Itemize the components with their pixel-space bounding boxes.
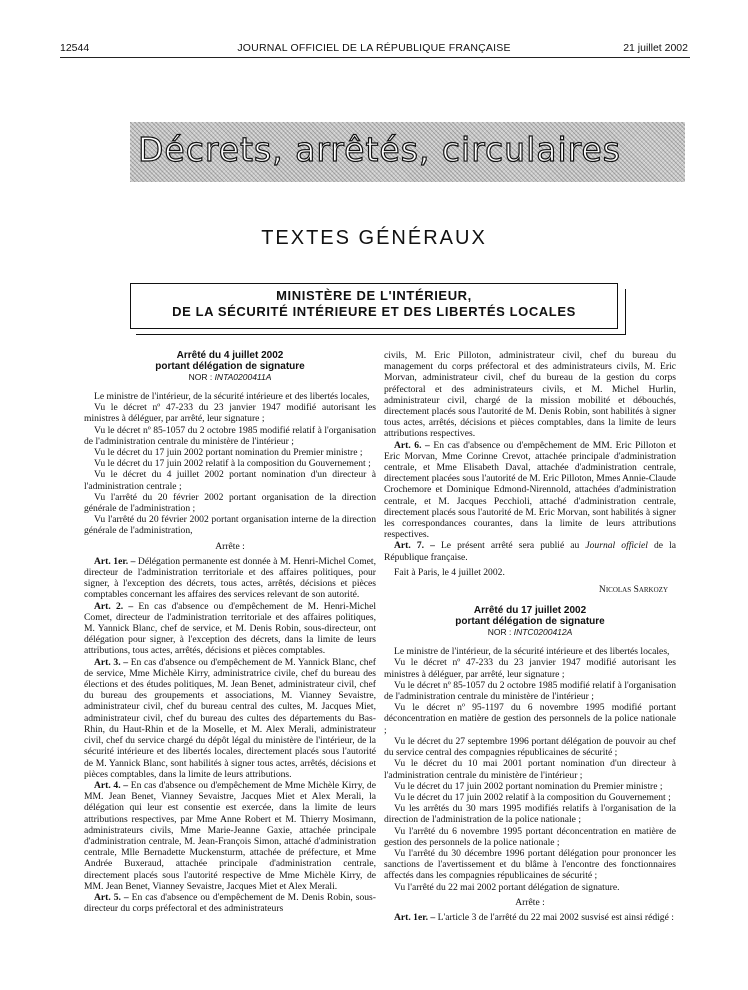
nor-code: INTA0200411A (214, 372, 272, 382)
article-text: En cas d'absence ou d'empêchement de M. Yannick Blanc, chef de service, Mme Michèle Kirry, administratrice civile, chef du bureau des élections et des études politiques, M. Jean Benet, administrateur civil, chef du bureau des groupements et associations, M. Vianney Sevaistre, administrateur civil, chef du bureau central des cultes, M. Jacques Miet, administrateur civil, chef du bureau des cultes des départements du Bas-Rhin, du Haut-Rhin et de la Moselle, et M. Alex Merali, administrateur civil, chef du service chargé du dépôt légal du ministère de l'intérieur, de la sécurité intérieure et des libertés locales, directement placés sous l'autorité de M. Yannick Blanc, sont habilités à signer tous actes, arrêtés, décisions et pièces comptables, dans la limite de leurs attributions. (84, 656, 376, 780)
visa-paragraph: Vu le décret du 4 juillet 2002 portant nomination d'un directeur à l'administration centrale ; (84, 469, 376, 492)
ministry-box (130, 283, 618, 329)
visa-paragraph: Le ministre de l'intérieur, de la sécurité intérieure et des libertés locales, (394, 646, 670, 658)
article-paragraph (84, 780, 376, 892)
arrete-heading: Arrête : (515, 896, 545, 908)
nor-reference (384, 627, 676, 638)
article-label: Art. 2. – (94, 600, 134, 612)
article-paragraph (84, 657, 376, 780)
visa-paragraph: Vu l'arrêté du 20 février 2002 portant organisation de la direction générale de l'administration ; (84, 491, 376, 515)
article-label: Art. 3. – (94, 656, 129, 668)
decree-title: Arrêté du 4 juillet 2002 (176, 350, 284, 361)
article-paragraph (84, 601, 376, 657)
article-paragraph (84, 892, 376, 914)
ministry-line-1: MINISTÈRE DE L'INTÉRIEUR, (276, 288, 472, 303)
article-label: Art. 1er. – (94, 555, 136, 567)
section-banner (130, 122, 685, 182)
article-text: Délégation permanente est donnée à M. Henri-Michel Comet, directeur de l'administration territoriale et des affaires politiques, pour signer, à l'exception des décrets, tous actes, arrêtés, décisions et pièces comptables concernant les affaires des services relevant de son autorité. (84, 555, 376, 601)
left-column (84, 350, 376, 914)
article-text: L'article 3 de l'arrêté du 22 mai 2002 susvisé est ainsi rédigé : (437, 911, 674, 923)
header-rule (60, 57, 690, 58)
place-date: Fait à Paris, le 4 juillet 2002. (394, 566, 505, 578)
article-label: Art. 5. – (94, 891, 129, 903)
visa-paragraph: Vu le décret nº 85-1057 du 2 octobre 1985 modifié relatif à l'organisation de l'administration centrale du ministère de l'intérieur ; (384, 679, 676, 703)
article-text: En cas d'absence ou d'empêchement de Mme Michèle Kirry, de MM. Jean Benet, Vianney Sevaistre, Jacques Miet et Alex Merali, la délégation qui leur est consentie est exercée, dans la limite de leurs attributions respectives, par Mme Anne Robert et M. Thierry Mosimann, administrateurs civils, Mme Marie-Jeanne Gaxie, attachée principale d'administration centrale, M. Jean-François Simon, attaché d'administration centrale, Mlle Bernadette Muckensturm, attachée de préfecture, et Mme Andrée Buxeraud, attachée principale d'administration centrale, directement placés sous l'autorité respective de Mme Michèle Kirry, de MM. Jean Benet, Vianney Sevaistre, Jacques Miet et Alex Merali. (84, 779, 376, 892)
article-paragraph (384, 912, 676, 923)
visa-paragraph: Vu le décret nº 47-233 du 23 janvier 1947 modifié autorisant les ministres à déléguer, par arrêté, leur signature ; (84, 402, 376, 425)
visa-paragraph: Vu les arrêtés du 30 mars 1995 modifiés relatifs à l'organisation de la direction de l'administration de la police nationale ; (384, 803, 676, 826)
visa-paragraph: Vu le décret du 17 juin 2002 portant nomination du Premier ministre ; (394, 780, 663, 792)
journal-reference: Journal officiel (585, 540, 648, 552)
article-label: Art. 4. – (94, 779, 129, 791)
visa-paragraph: Vu l'arrêté du 6 novembre 1995 portant déconcentration en matière de gestion des personnels de la police nationale ; (384, 825, 676, 848)
nor-label: NOR : (487, 627, 512, 638)
section-title: TEXTES GÉNÉRAUX (261, 227, 487, 249)
visa-paragraph: Vu l'arrêté du 30 décembre 1996 portant délégation pour prononcer les sanctions de l'avertissement et du blâme à l'encontre des fonctionnaires affectés dans les compagnies républicaines de sécurité ; (384, 847, 676, 882)
page-number: 12544 (60, 42, 90, 54)
article-text: En cas d'absence ou d'empêchement de M. Henri-Michel Comet, directeur de l'administration territoriale et des affaires politiques, M. Yannick Blanc, chef de service, et M. Denis Robin, sous-directeur, ont délégation pour signer, à l'exception des décrets, dans la limite de leurs attributions, tous actes, arrêtés, décisions et pièces comptables. (84, 600, 376, 657)
nor-reference (84, 372, 376, 383)
right-column (384, 350, 676, 923)
nor-code: INTC0200412A (513, 627, 573, 638)
visa-paragraph: Vu le décret du 17 juin 2002 relatif à la composition du Gouvernement ; (94, 458, 371, 470)
visa-paragraph: Vu le décret nº 95-1197 du 6 novembre 1995 modifié portant déconcentration en matière de gestion des personnels de la police nationale ; (384, 702, 676, 736)
article-paragraph (84, 556, 376, 601)
visa-paragraph: Vu le décret nº 85-1057 du 2 octobre 1985 modifié relatif à l'organisation de l'administration centrale du ministère de l'intérieur ; (84, 424, 376, 447)
visa-paragraph: Le ministre de l'intérieur, de la sécurité intérieure et des libertés locales, (94, 391, 370, 402)
article-text: En cas d'absence ou d'empêchement de MM. Eric Pilloton et Eric Morvan, Mme Corinne Crevot, attachée principale d'administration centrale, et Mme Elisabeth Daval, attachée d'administration centrale, directement placées sous l'autorité de M. Eric Pilloton, Mmes Annie-Claude Crochemore et Dominique Edmond-Nirennold, attachées d'administration centrale, et M. Jacques Pecchioli, attaché d'administration centrale, directement placés sous l'autorité de M. Eric Morvan, sont habilités à signer les correspondances courantes, dans la limite de leurs attributions respectives. (384, 439, 676, 541)
issue-date: 21 juillet 2002 (623, 42, 688, 54)
article-paragraph (384, 440, 676, 541)
article-label: Art. 1er. – (394, 911, 436, 923)
visa-paragraph: Vu l'arrêté du 22 mai 2002 portant délégation de signature. (394, 881, 620, 893)
signature: Nicolas Sarkozy (598, 584, 668, 596)
running-header (0, 42, 748, 58)
journal-title: JOURNAL OFFICIEL DE LA RÉPUBLIQUE FRANÇAISE (237, 42, 511, 54)
banner-title: Décrets, arrêtés, circulaires (138, 130, 621, 169)
decree-title: Arrêté du 17 juillet 2002 (473, 605, 587, 617)
article-continuation: civils, M. Eric Pilloton, administrateur civil, chef du bureau du management du corps préfectoral et des administrateurs civils, M. Eric Morvan, administrateur civil, chef du bureau de la gestion du corps préfectoral et des administrateurs civils, et M. Michel Hurlin, administrateur civil, chargé de la mission mobilité et débouchés, directement placés sous l'autorité de M. Denis Robin, sont habilités à signer tous actes, arrêtés, décisions et pièces comptables, dans la limite de leurs attributions respectives. (384, 350, 676, 440)
article-text: de la République française. (384, 540, 677, 563)
visa-paragraph: Vu l'arrêté du 20 février 2002 portant organisation interne de la direction générale de l'administration, (84, 514, 376, 537)
article-text: Le présent arrêté sera publié au (440, 540, 580, 552)
visa-paragraph: Vu le décret du 17 juin 2002 relatif à la composition du Gouvernement ; (394, 791, 671, 803)
visa-paragraph: Vu le décret du 27 septembre 1996 portant délégation de pouvoir au chef du service central des compagnies républicaines de sécurité ; (384, 735, 676, 759)
arrete-heading: Arrête : (215, 540, 245, 552)
nor-label: NOR : (188, 372, 213, 382)
article-text: En cas d'absence ou d'empêchement de M. Denis Robin, sous-directeur du corps préfectoral et des administrateurs (84, 891, 376, 915)
visa-paragraph: Vu le décret nº 47-233 du 23 janvier 1947 modifié autorisant les ministres à déléguer, par arrêté, leur signature ; (384, 657, 676, 680)
article-label: Art. 7. – (394, 540, 435, 552)
article-label: Art. 6. – (394, 439, 430, 451)
article-paragraph (384, 540, 676, 562)
visa-paragraph: Vu le décret du 17 juin 2002 portant nomination du Premier ministre ; (94, 447, 363, 459)
decree-subtitle: portant délégation de signature (155, 361, 305, 372)
decree-subtitle: portant délégation de signature (455, 616, 605, 628)
ministry-line-2: DE LA SÉCURITÉ INTÉRIEURE ET DES LIBERTÉS LOCALES (172, 304, 576, 319)
visa-paragraph: Vu le décret du 10 mai 2001 portant nomination d'un directeur à l'administration centrale du ministère de l'intérieur ; (384, 758, 676, 781)
